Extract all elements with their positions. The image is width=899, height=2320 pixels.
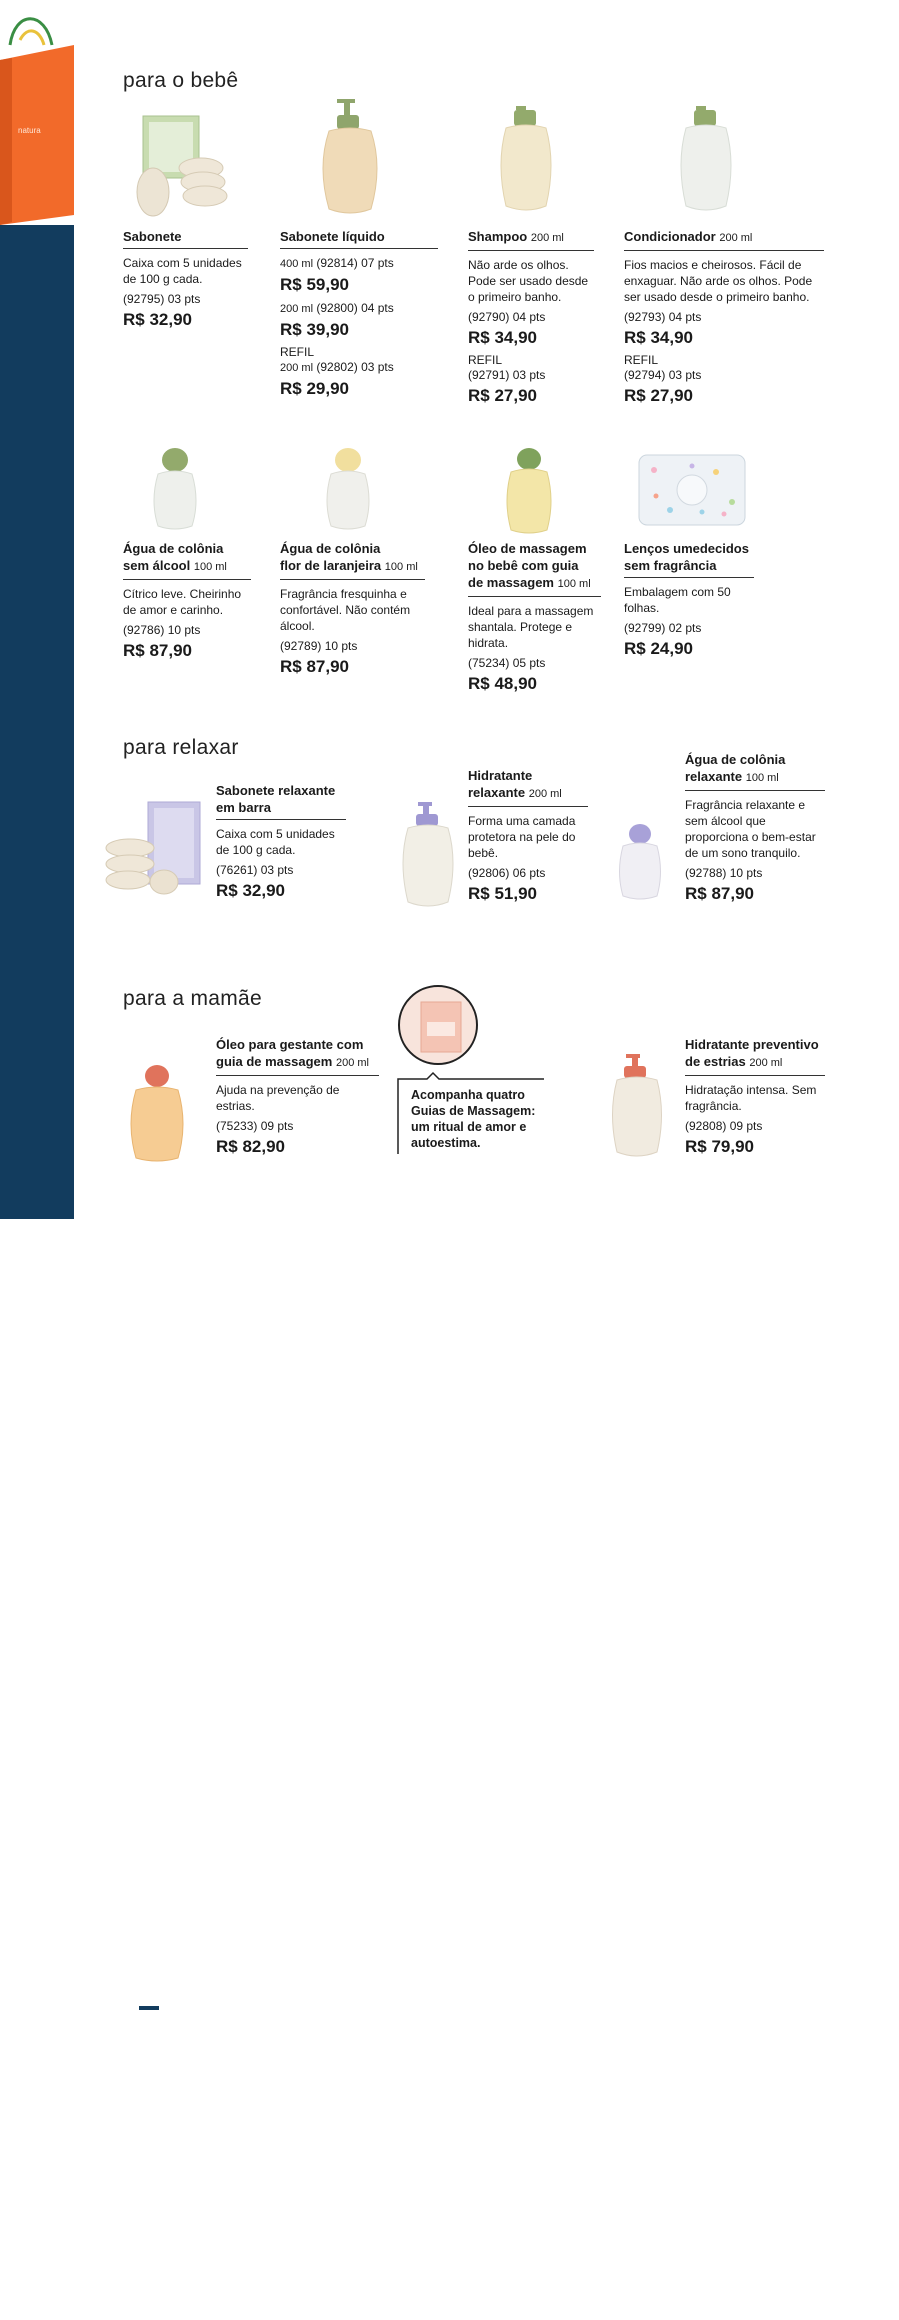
sidebar-sub-price: + R$ 2,50 = <box>131 1672 158 1793</box>
product-size: 200 ml <box>280 362 314 374</box>
product-name: Shampoo <box>468 229 528 244</box>
product-sabonete-relaxante <box>216 782 346 906</box>
soap-box-image <box>135 108 227 218</box>
refil-label: REFIL <box>624 353 659 367</box>
sidebar-main-title: É pra presente <box>124 2035 165 2300</box>
refil-code: (92791) 03 pts <box>468 368 546 382</box>
product-name-line2: relaxante <box>468 785 526 800</box>
callout-box <box>397 1077 545 1155</box>
pregnancy-oil-image <box>126 1064 188 1164</box>
sidebar-bag-label <box>124 1543 166 1659</box>
product-code: (92786) 10 pts <box>123 623 201 637</box>
product-agua-sem-alcool <box>123 540 251 666</box>
sidebar-bag-line2: presente PP <box>144 1543 167 1659</box>
product-desc: Não arde os olhos. Pode ser usado desde o primeiro banho. <box>468 258 589 304</box>
product-price: R$ 29,90 <box>280 379 349 398</box>
sidebar-sub-text: Qualquer produto <box>131 1800 158 1980</box>
refil-label: REFIL <box>280 345 315 359</box>
product-size: 200 ml <box>528 788 562 800</box>
product-price: R$ 82,90 <box>216 1137 285 1156</box>
refil-code: (92794) 03 pts <box>624 368 702 382</box>
massage-guide-image <box>397 984 479 1066</box>
wet-wipes-image <box>636 452 748 528</box>
product-code: (92808) 09 pts <box>685 1119 763 1133</box>
product-name-line1: Água de colônia <box>280 541 381 556</box>
product-name-line2: de estrias <box>685 1054 746 1069</box>
sidebar-tiny-line1: ideal para <box>129 1484 140 1532</box>
product-name-line1: Hidratante <box>468 768 533 783</box>
product-code: (92795) 03 pts <box>123 292 201 306</box>
product-code: (92814) 07 pts <box>316 256 394 270</box>
product-price: R$ 87,90 <box>123 641 192 660</box>
product-desc: Ajuda na prevenção de estrias. <box>216 1083 340 1113</box>
refil-price: R$ 27,90 <box>468 386 537 405</box>
relaxing-lotion-image <box>398 800 458 910</box>
product-price: R$ 87,90 <box>685 884 754 903</box>
product-hidratante-estrias <box>685 1036 825 1162</box>
product-sabonete-liquido <box>280 228 438 404</box>
product-name-line2: guia de massagem <box>216 1054 333 1069</box>
product-price: R$ 51,90 <box>468 884 537 903</box>
liquid-soap-image <box>315 97 385 217</box>
product-name-line2: sem fragrância <box>624 558 717 573</box>
product-name-line2: em barra <box>216 800 271 815</box>
svg-text:natura: natura <box>18 126 41 135</box>
massage-oil-image <box>503 446 555 536</box>
sidebar-tiny-line3: (113707) <box>149 1491 160 1532</box>
product-code: (92806) 06 pts <box>468 866 546 880</box>
product-name-line1: Óleo para gestante com <box>216 1037 364 1052</box>
product-name-line1: Lenços umedecidos <box>624 541 749 556</box>
product-price: R$ 48,90 <box>468 674 537 693</box>
product-size: 400 ml <box>280 258 314 270</box>
sidebar-tiny-line2: presentear <box>139 1480 150 1532</box>
product-name-line2: no bebê com guia <box>468 558 579 573</box>
product-name-line2: relaxante <box>685 769 743 784</box>
product-size: 200 ml <box>719 232 753 244</box>
product-code: (92802) 03 pts <box>316 360 394 374</box>
product-desc: Ideal para a massagem shantala. Protege e hidrata. <box>468 604 594 650</box>
product-size: 200 ml <box>749 1057 783 1069</box>
product-name: Sabonete <box>123 228 248 249</box>
product-price: R$ 79,90 <box>685 1137 754 1156</box>
stretch-mark-lotion-image <box>608 1052 666 1160</box>
product-desc: Caixa com 5 unidades de 100 g cada. <box>123 256 242 286</box>
product-desc: Fios macios e cheirosos. Fácil de enxaguar. Não arde os olhos. Pode ser usado desde o primeiro banho. <box>624 258 813 304</box>
product-price: R$ 34,90 <box>468 328 537 347</box>
cologne-no-alcohol-image <box>150 446 200 531</box>
product-desc: Hidratação intensa. Sem fragrância. <box>685 1083 817 1113</box>
relaxing-cologne-image <box>616 822 664 902</box>
product-oleo-gestante <box>216 1036 379 1162</box>
product-name-line1: Água de colônia <box>123 541 224 556</box>
sidebar-text-rotated <box>108 1106 182 2320</box>
product-code: (92788) 10 pts <box>685 866 763 880</box>
product-desc: Embalagem com 50 folhas. <box>624 585 731 615</box>
product-price: R$ 32,90 <box>123 310 192 329</box>
product-desc: Cítrico leve. Cheirinho de amor e carinho. <box>123 587 242 617</box>
product-size: 100 ml <box>384 561 418 573</box>
product-name: Condicionador <box>624 229 716 244</box>
conditioner-image <box>676 104 736 214</box>
relaxing-soap-image <box>104 800 204 898</box>
product-name: Sabonete líquido <box>280 228 438 249</box>
sidebar-bag-line1: Sacola de <box>123 1565 146 1659</box>
section-title-relaxar: para relaxar <box>123 736 239 759</box>
product-code: (75234) 05 pts <box>468 656 546 670</box>
refil-label: REFIL <box>468 353 503 367</box>
product-agua-relaxante <box>685 751 825 909</box>
product-size: 200 ml <box>280 303 314 315</box>
cologne-orange-blossom-image <box>323 446 373 531</box>
product-desc: Fragrância fresquinha e confortável. Não contém álcool. <box>280 587 411 633</box>
product-price: R$ 32,90 <box>216 881 285 900</box>
product-price: R$ 59,90 <box>280 275 349 294</box>
product-size: 200 ml <box>530 232 564 244</box>
shampoo-image <box>496 104 556 214</box>
product-name-line1: Óleo de massagem <box>468 541 587 556</box>
product-desc: Caixa com 5 unidades de 100 g cada. <box>216 827 335 857</box>
product-name-line2: sem álcool <box>123 558 191 573</box>
gift-icon <box>130 1994 160 2022</box>
shopping-bag-icon <box>0 0 74 225</box>
refil-price: R$ 27,90 <box>624 386 693 405</box>
product-name-line2: flor de laranjeira <box>280 558 382 573</box>
product-agua-laranjeira <box>280 540 425 682</box>
product-condicionador <box>624 228 824 411</box>
product-code: (92800) 04 pts <box>316 301 394 315</box>
product-sabonete <box>123 228 248 335</box>
sidebar-tiny-note <box>130 1480 160 1531</box>
product-code: (75233) 09 pts <box>216 1119 294 1133</box>
product-size: 100 ml <box>745 772 779 784</box>
product-desc: Fragrância relaxante e sem álcool que proporciona o bem-estar de um sono tranquilo. <box>685 798 816 860</box>
product-size: 200 ml <box>335 1057 369 1069</box>
section-title-bebe: para o bebê <box>123 69 239 92</box>
product-code: (92799) 02 pts <box>624 621 702 635</box>
product-code: (92793) 04 pts <box>624 310 702 324</box>
product-desc: Forma uma camada protetora na pele do bebê. <box>468 814 576 860</box>
product-price: R$ 34,90 <box>624 328 693 347</box>
product-price: R$ 87,90 <box>280 657 349 676</box>
product-price: R$ 39,90 <box>280 320 349 339</box>
product-price: R$ 24,90 <box>624 639 693 658</box>
product-size: 100 ml <box>193 561 227 573</box>
product-shampoo <box>468 228 594 411</box>
product-hidratante-relaxante <box>468 767 588 909</box>
product-lencos <box>624 540 754 664</box>
product-name-line1: Hidratante preventivo <box>685 1037 819 1052</box>
section-title-mamae: para a mamãe <box>123 987 263 1010</box>
product-size: 100 ml <box>557 578 591 590</box>
product-code: (92789) 10 pts <box>280 639 358 653</box>
product-code: (76261) 03 pts <box>216 863 294 877</box>
product-oleo-bebe <box>468 540 601 699</box>
product-name-line1: Sabonete relaxante <box>216 783 336 798</box>
product-code: (92790) 04 pts <box>468 310 546 324</box>
callout-text: Acompanha quatro Guias de Massagem: um ritual de amor e autoestima. <box>411 1088 536 1150</box>
product-name-line1: Água de colônia <box>685 752 786 767</box>
product-name-line3: de massagem <box>468 575 554 590</box>
